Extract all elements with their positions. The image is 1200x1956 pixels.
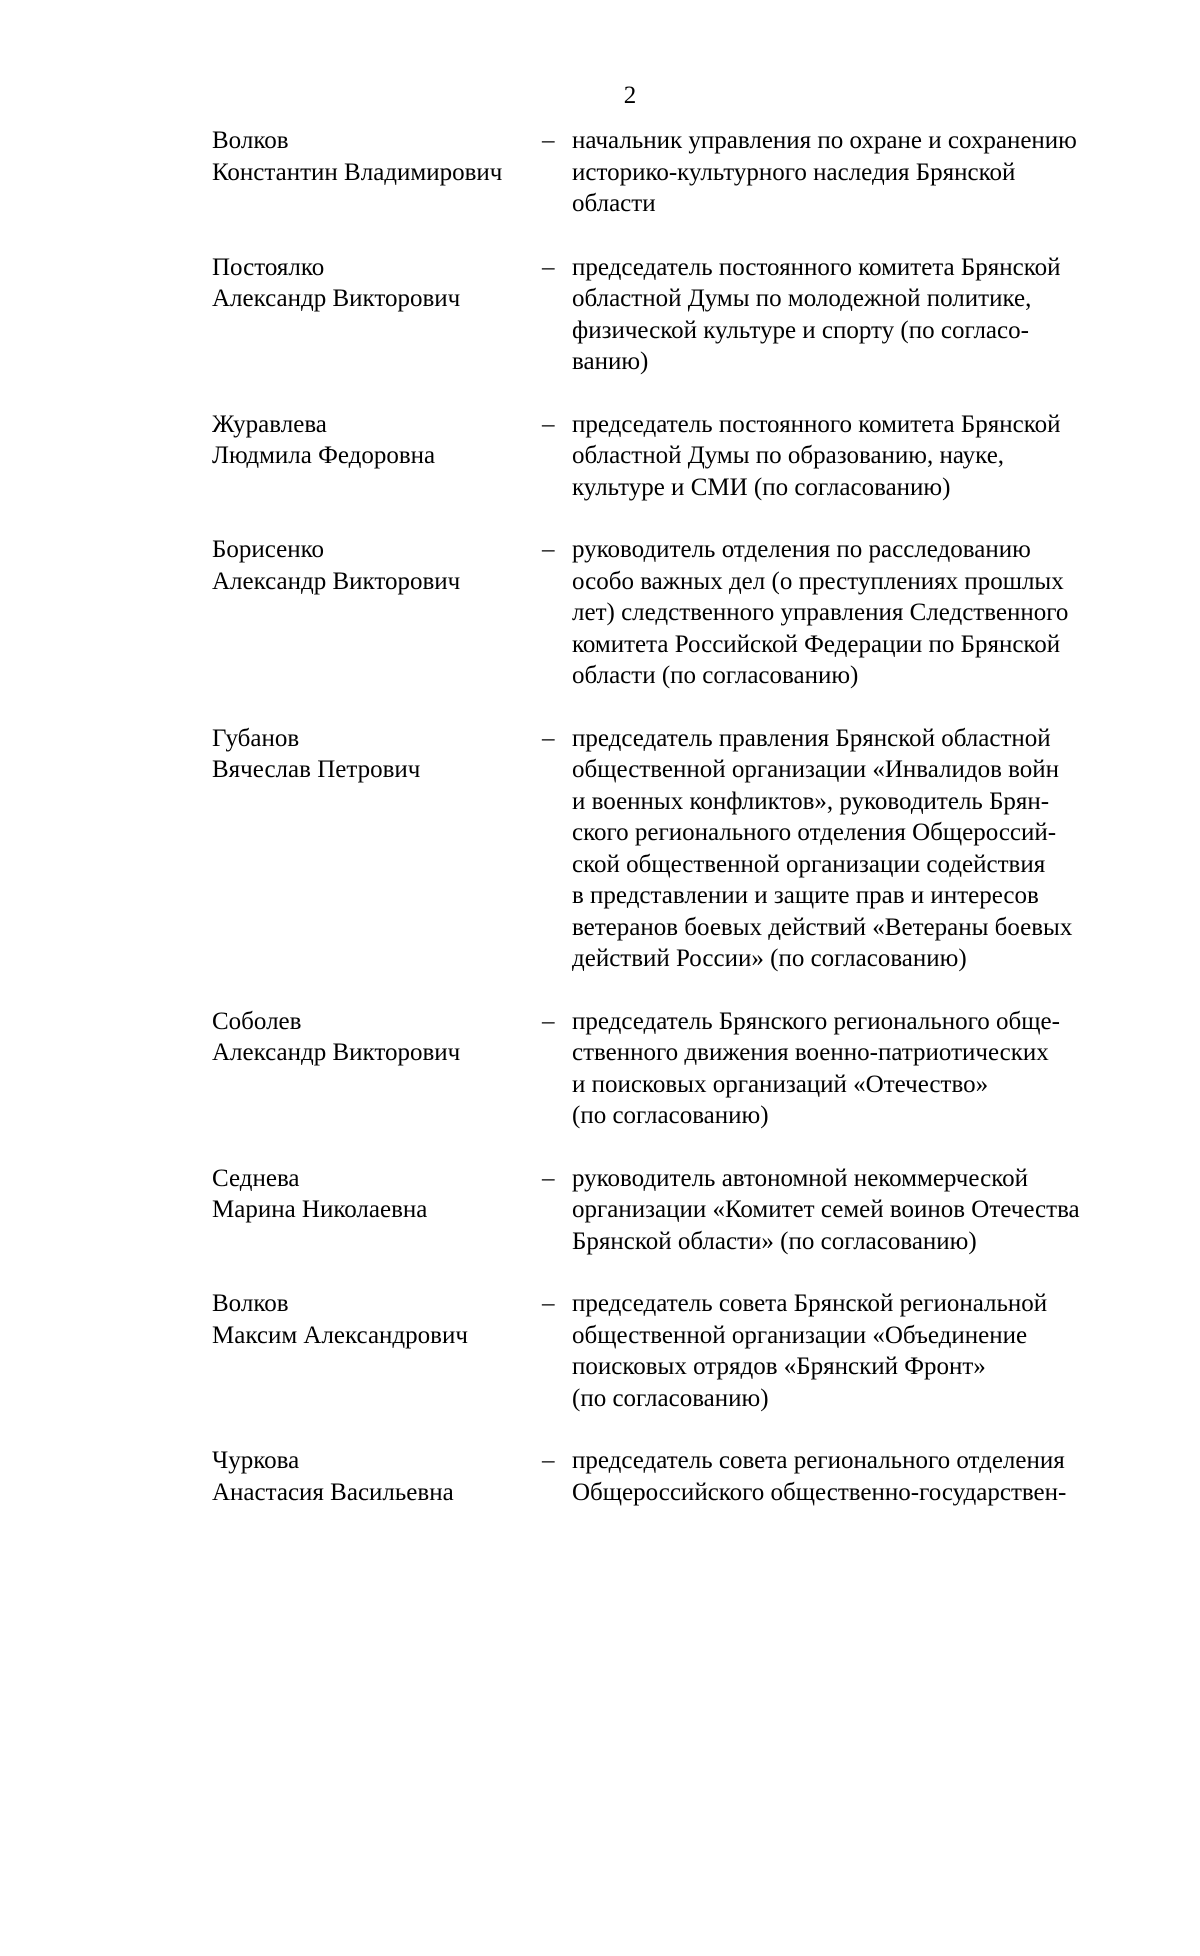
- position-line: ственного движения военно-патриотических: [572, 1039, 1049, 1066]
- member-entry: [212, 534, 1132, 692]
- member-given-names: Анастасия Васильевна: [212, 1478, 454, 1506]
- position-line: областной Думы по молодежной политике,: [572, 285, 1032, 312]
- member-surname: Постоялко: [212, 253, 325, 281]
- member-position: [572, 1163, 1117, 1258]
- member-position: [572, 534, 1117, 692]
- position-line: поисковых отрядов «Брянский Фронт»: [572, 1353, 986, 1380]
- entry-dash: –: [542, 253, 555, 281]
- position-line: ванию): [572, 348, 649, 375]
- member-given-names: Александр Викторович: [212, 567, 461, 595]
- position-line: действий России» (по согласованию): [572, 945, 967, 972]
- position-line: председатель Брянского регионального обще-: [572, 1007, 1060, 1035]
- position-line: физической культуре и спорту (по согласо-: [572, 316, 1029, 344]
- member-entry: [212, 125, 1132, 220]
- position-line: и поисковых организаций «Отечество»: [572, 1070, 989, 1098]
- position-line: ветеранов боевых действий «Ветераны боевых: [572, 913, 1073, 941]
- member-entry: [212, 723, 1132, 975]
- position-line: председатель совета регионального отделения: [572, 1447, 1065, 1474]
- position-line: областной Думы по образованию, науке,: [572, 442, 1005, 469]
- member-given-names: Константин Владимирович: [212, 158, 503, 186]
- position-line: председатель правления Брянской областной: [572, 724, 1051, 752]
- member-given-names: Марина Николаевна: [212, 1196, 428, 1223]
- position-line: общественной организации «Инвалидов войн: [572, 756, 1060, 783]
- position-line: историко-культурного наследия Брянской: [572, 158, 1016, 186]
- member-position: [572, 723, 1117, 975]
- member-name: [212, 125, 542, 188]
- position-line: комитета Российской Федерации по Брянской: [572, 630, 1061, 658]
- member-given-names: Александр Викторович: [212, 285, 461, 312]
- position-line: организации «Комитет семей воинов Отечества: [572, 1196, 1080, 1223]
- position-line: начальник управления по охране и сохранению: [572, 127, 1077, 154]
- member-name: [212, 1006, 542, 1069]
- position-line: ской общественной организации содействия: [572, 850, 1046, 878]
- member-surname: Волков: [212, 1290, 289, 1317]
- member-surname: Чуркова: [212, 1447, 300, 1474]
- member-surname: Губанов: [212, 724, 300, 752]
- member-position: [572, 1006, 1117, 1132]
- member-name: [212, 1288, 542, 1351]
- member-name: [212, 1163, 542, 1226]
- entry-dash: –: [542, 1164, 555, 1192]
- position-line: ского регионального отделения Общероссий-: [572, 819, 1057, 846]
- entry-dash: –: [542, 410, 555, 438]
- member-name: [212, 409, 542, 472]
- position-line: общественной организации «Объединение: [572, 1321, 1028, 1349]
- position-line: области (по согласованию): [572, 662, 859, 689]
- member-entry: [212, 1445, 1132, 1508]
- entry-dash: –: [542, 1290, 555, 1317]
- position-line: Брянской области» (по согласованию): [572, 1227, 977, 1255]
- member-given-names: Вячеслав Петрович: [212, 756, 421, 783]
- member-name: [212, 534, 542, 597]
- member-surname: Волков: [212, 127, 289, 154]
- position-line: области: [572, 190, 656, 217]
- entry-dash: –: [542, 1447, 555, 1474]
- member-surname: Соболев: [212, 1007, 302, 1035]
- member-surname: Седнева: [212, 1164, 300, 1192]
- position-line: лет) следственного управления Следственного: [572, 599, 1069, 626]
- member-roster: [212, 125, 1132, 1508]
- entry-dash: –: [542, 536, 555, 563]
- member-given-names: Александр Викторович: [212, 1039, 461, 1066]
- position-line: председатель совета Брянской региональной: [572, 1290, 1048, 1317]
- member-position: [572, 1288, 1117, 1414]
- position-line: в представлении и защите прав и интересов: [572, 882, 1039, 909]
- member-given-names: Людмила Федоровна: [212, 442, 436, 469]
- member-entry: [212, 1006, 1132, 1132]
- member-position: [572, 252, 1117, 378]
- member-position: [572, 1445, 1117, 1508]
- position-line: особо важных дел (о преступлениях прошлых: [572, 567, 1064, 595]
- member-entry: [212, 1288, 1132, 1414]
- member-position: [572, 409, 1117, 504]
- position-line: (по согласованию): [572, 1102, 769, 1129]
- entry-dash: –: [542, 1007, 555, 1035]
- position-line: (по согласованию): [572, 1384, 769, 1412]
- position-line: Общероссийского общественно-государствен-: [572, 1478, 1067, 1506]
- position-line: председатель постоянного комитета Брянской: [572, 253, 1061, 281]
- member-given-names: Максим Александрович: [212, 1321, 468, 1349]
- page-number: 2: [623, 82, 637, 109]
- member-entry: [212, 252, 1132, 378]
- entry-dash: –: [542, 724, 555, 752]
- member-entry: [212, 409, 1132, 504]
- position-line: культуре и СМИ (по согласованию): [572, 473, 951, 501]
- position-line: и военных конфликтов», руководитель Брян-: [572, 787, 1050, 815]
- member-position: [572, 125, 1117, 220]
- member-entry: [212, 1163, 1132, 1258]
- member-name: [212, 723, 542, 786]
- entry-dash: –: [542, 127, 555, 154]
- member-name: [212, 1445, 542, 1508]
- position-line: председатель постоянного комитета Брянской: [572, 410, 1061, 438]
- position-line: руководитель автономной некоммерческой: [572, 1164, 1028, 1192]
- member-surname: Борисенко: [212, 536, 324, 563]
- member-name: [212, 252, 542, 315]
- member-surname: Журавлева: [212, 410, 327, 438]
- position-line: руководитель отделения по расследованию: [572, 536, 1031, 563]
